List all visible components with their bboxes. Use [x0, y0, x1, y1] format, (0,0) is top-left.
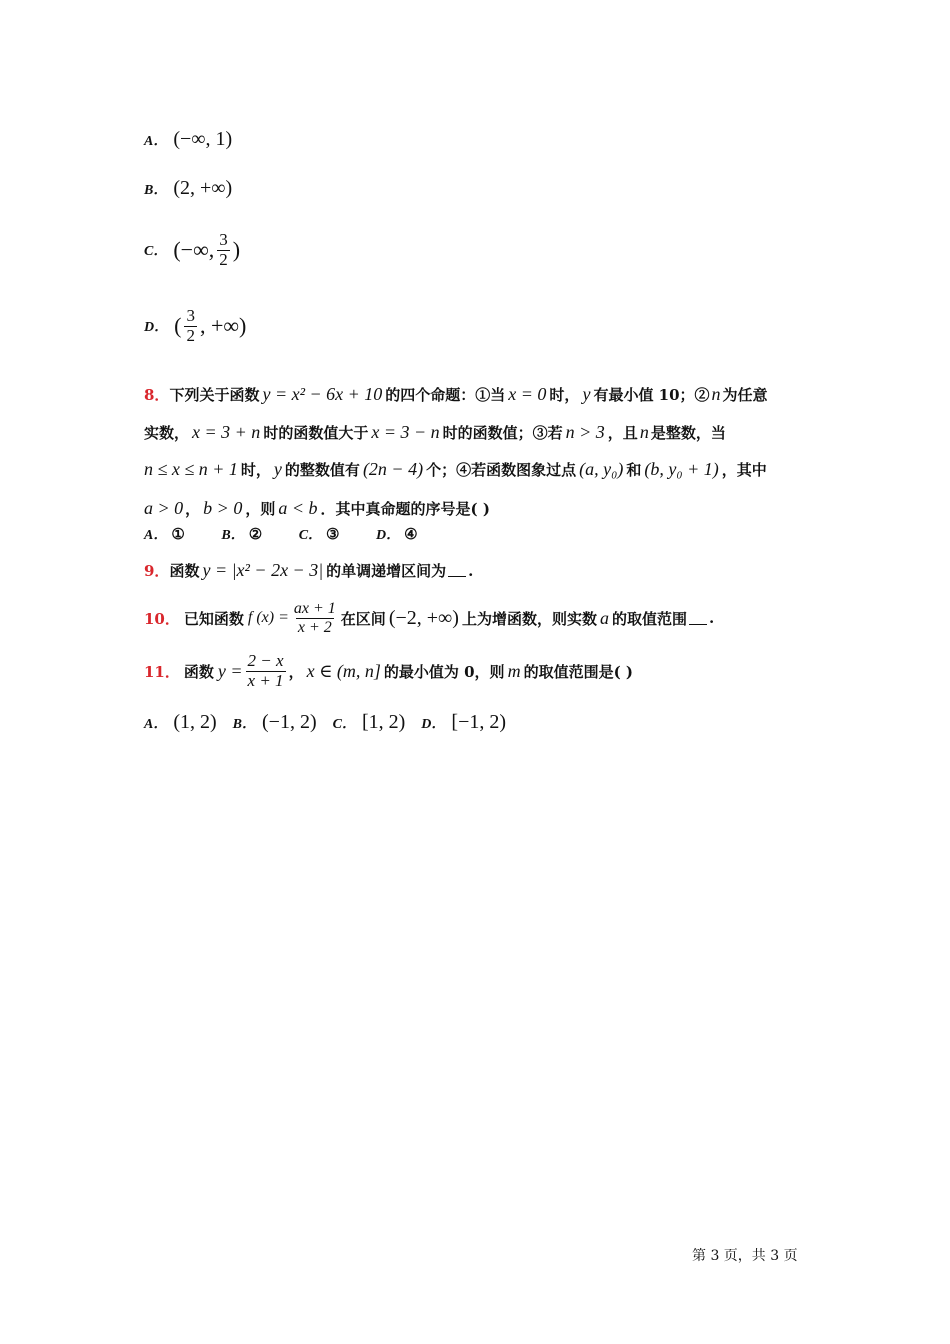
fraction-denominator: 2	[219, 249, 228, 269]
q8-text: 下列关于函数	[169, 386, 260, 404]
fraction	[184, 307, 197, 345]
option-label: B．	[221, 528, 245, 543]
option-math: [−1, 2)	[451, 711, 507, 733]
q11-text: 的取值范围是( )	[523, 662, 633, 681]
q9-text: 函数	[169, 562, 200, 580]
option-label: B．	[144, 182, 168, 198]
q8-math: n	[639, 422, 649, 442]
q8-text: 时的函数值大于	[263, 424, 369, 442]
option-label: A．	[144, 528, 168, 543]
q8-math: y	[273, 459, 282, 479]
option-label: B．	[232, 716, 257, 732]
q8-text: 为任意	[722, 386, 768, 404]
page-footer: 第 3 页，共 3 页	[692, 1248, 798, 1264]
q8-math: n ≤ x ≤ n + 1	[144, 459, 238, 479]
q8-options	[144, 524, 418, 544]
option-a	[144, 128, 232, 151]
q11-math: m	[507, 660, 521, 681]
option-label: D．	[376, 528, 401, 543]
q8-text: 时，	[549, 386, 580, 404]
option-text: ④	[404, 525, 418, 543]
fraction-numerator: ax + 1	[293, 600, 336, 617]
q8-line2	[144, 422, 726, 443]
option-label: C．	[298, 528, 323, 543]
option-d	[144, 307, 246, 345]
option-label: A．	[144, 133, 168, 149]
q8-text: ，	[185, 500, 201, 518]
q8-text: 时，	[240, 461, 271, 479]
option-text: ②	[248, 525, 263, 543]
q9-text: 的单调递增区间为	[326, 562, 447, 580]
q11	[144, 652, 633, 690]
fraction	[292, 600, 338, 636]
option-text: ①	[171, 525, 185, 543]
option-label: A．	[144, 716, 168, 732]
fraction-numerator: 2 − x	[247, 651, 284, 670]
q10-math: a	[599, 607, 609, 628]
q10-text: 已知函数	[183, 609, 244, 628]
q10-math: (−2, +∞)	[388, 606, 459, 629]
q8-math: n > 3	[565, 422, 605, 442]
q8-text: 是整数，当	[650, 424, 726, 442]
q10-text: .	[708, 609, 715, 628]
option-label: D．	[144, 320, 169, 336]
answer-blank	[689, 612, 707, 625]
option-label: C．	[332, 716, 356, 732]
option-text: ③	[326, 525, 340, 543]
fraction-numerator: 3	[186, 306, 195, 325]
option-math: (−∞, 1)	[173, 128, 233, 150]
q8-line1	[144, 384, 768, 405]
q10-text: 的取值范围	[611, 609, 687, 628]
q10-text: 上为增函数，则实数	[461, 609, 597, 628]
q8-math: (a, y₀)	[579, 459, 624, 479]
question-number: 9．	[144, 562, 170, 580]
q11-text: 的最小值为 0，则	[383, 662, 505, 681]
fraction	[217, 231, 230, 269]
fraction-denominator: x + 1	[247, 670, 284, 690]
q8-text: ，其中	[721, 461, 767, 479]
q8-text: ，且	[607, 424, 638, 442]
q11-text: ，	[288, 662, 304, 681]
q10	[144, 600, 714, 636]
q8-text: 时的函数值；③若	[442, 424, 563, 442]
q8-math: y	[582, 384, 591, 404]
option-math-left: (	[174, 313, 182, 339]
q8-math: (b, y₀ + 1)	[644, 459, 719, 479]
fraction-numerator: 3	[219, 230, 228, 249]
q11-text: 函数	[183, 662, 214, 681]
q11-math: y =	[217, 660, 243, 681]
answer-blank	[448, 564, 466, 577]
q8-math: a < b	[278, 498, 318, 518]
q8-line3	[144, 459, 767, 480]
option-math: [1, 2)	[361, 711, 406, 733]
q8-text: ．其中真命题的序号是( )	[320, 500, 490, 518]
q8-math: x = 0	[508, 384, 547, 404]
option-label: C．	[144, 244, 168, 260]
q9	[144, 560, 473, 581]
q8-math: n	[711, 384, 721, 404]
q10-math: f (x) =	[247, 609, 289, 627]
fraction	[246, 652, 286, 690]
option-math-left: (−∞,	[173, 237, 215, 263]
q8-math: (2n − 4)	[362, 459, 424, 479]
q8-math: b > 0	[203, 498, 243, 518]
q8-math: y = x² − 6x + 10	[262, 384, 383, 404]
fraction-denominator: 2	[186, 325, 195, 345]
q10-text: 在区间	[340, 609, 386, 628]
option-label: D．	[421, 716, 446, 732]
q8-text: 实数，	[144, 424, 190, 442]
fraction-denominator: x + 2	[297, 618, 332, 636]
option-math: (2, +∞)	[173, 177, 233, 199]
option-c	[144, 231, 240, 269]
q8-text: 的四个命题：①当	[385, 386, 506, 404]
q8-math: x = 3 − n	[371, 422, 440, 442]
option-b	[144, 177, 232, 200]
q8-text: 的整数值有	[284, 461, 360, 479]
q8-line4	[144, 498, 490, 519]
q8-text: 个；④若函数图象过点	[426, 461, 577, 479]
option-math: (1, 2)	[173, 711, 217, 733]
q8-math: a > 0	[144, 498, 184, 518]
q11-options	[144, 711, 506, 734]
q9-math: y = |x² − 2x − 3|	[202, 560, 324, 580]
option-math: (−1, 2)	[262, 711, 317, 733]
q8-text: 有最小值 10；②	[593, 386, 710, 404]
question-number: 8．	[144, 386, 170, 404]
q8-text: 和	[626, 461, 642, 479]
q9-text: .	[468, 561, 474, 580]
question-number: 11．	[144, 662, 180, 681]
option-math-right: )	[232, 237, 241, 263]
question-number: 10．	[144, 609, 180, 628]
option-math-right: , +∞)	[199, 313, 247, 339]
q8-math: x = 3 + n	[192, 422, 261, 442]
q11-math: x ∈ (m, n]	[306, 660, 381, 681]
q8-text: ，则	[245, 500, 276, 518]
